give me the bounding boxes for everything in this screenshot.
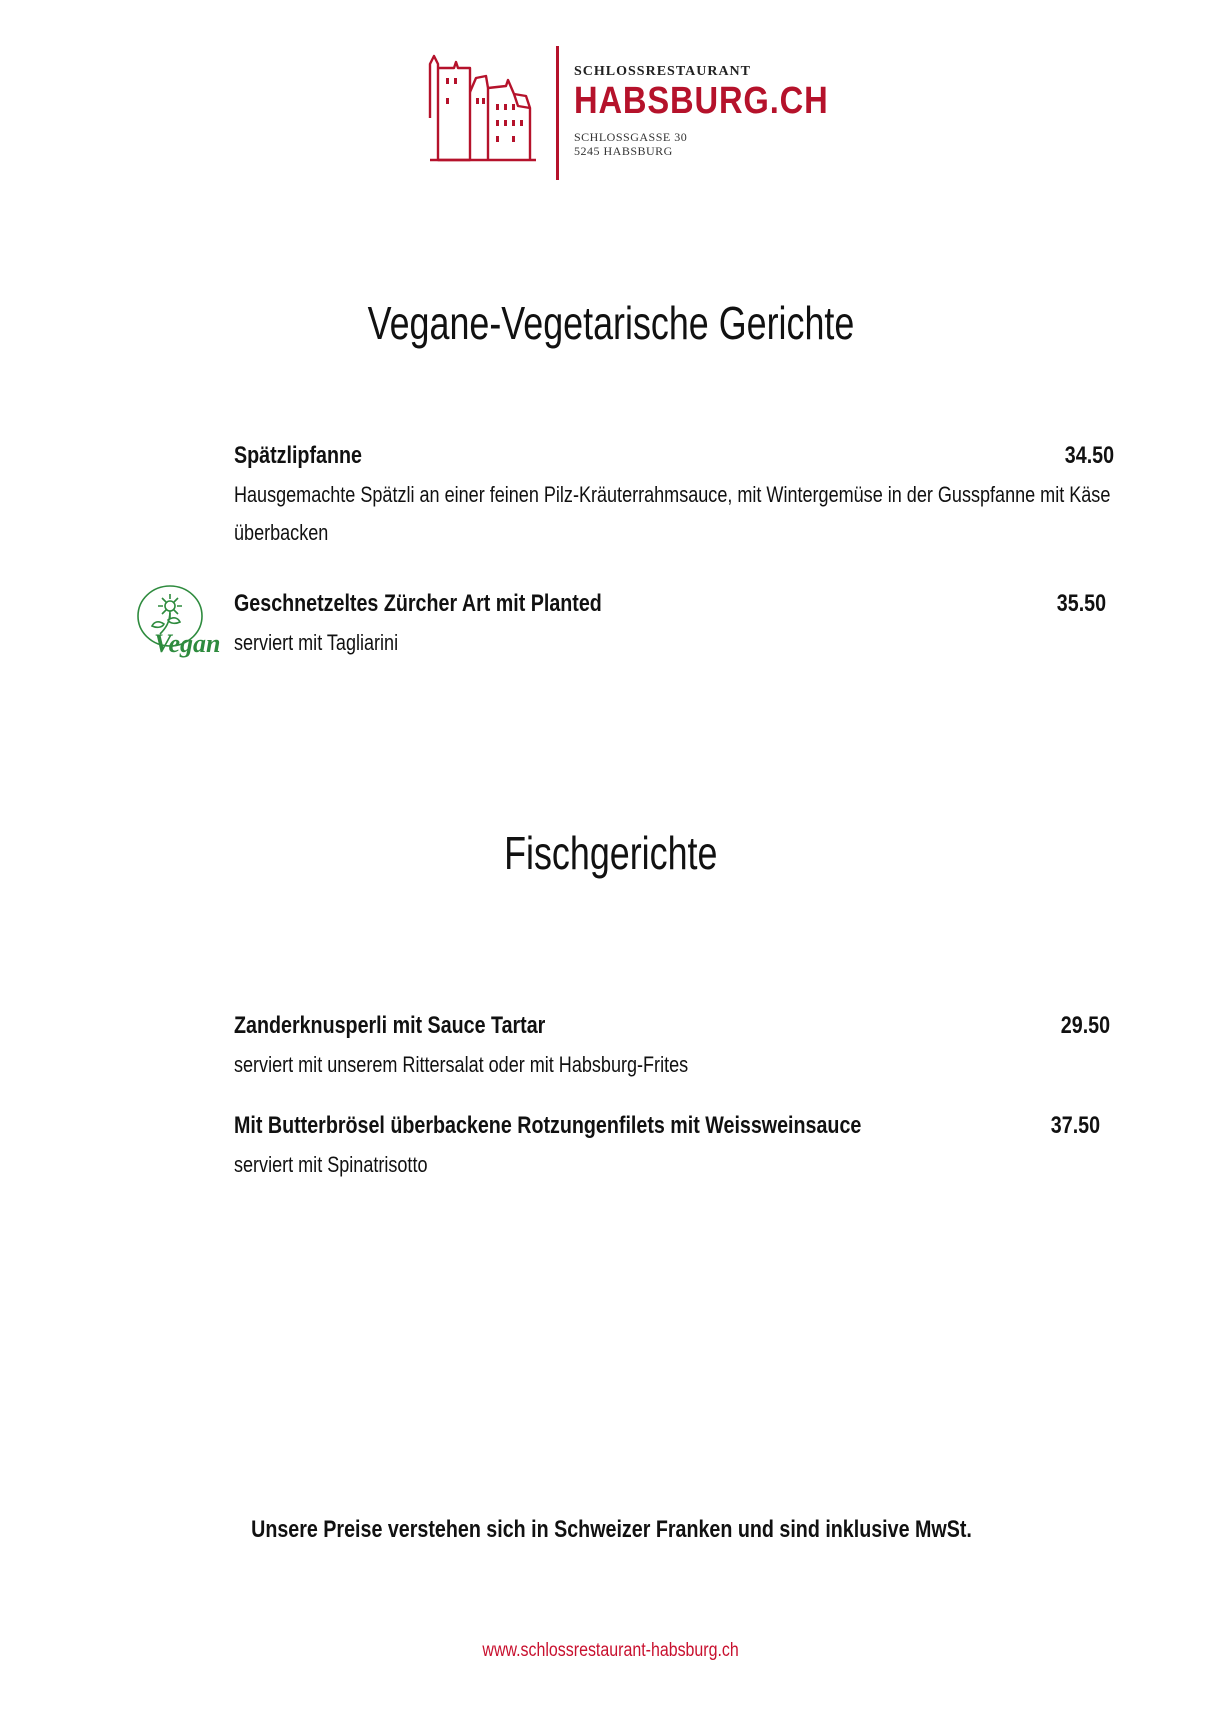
vegan-flower-icon — [136, 584, 228, 660]
menu-item-header — [234, 590, 1114, 624]
menu-item-header — [234, 442, 1114, 476]
website-link-text[interactable]: www.schlossrestaurant-habsburg.ch — [482, 1640, 740, 1661]
logo-subtitle: SCHLOSSRESTAURANT — [574, 64, 752, 79]
menu-item-description: serviert mit Spinatrisotto — [234, 1152, 428, 1177]
menu-item-description: Hausgemachte Spätzli an einer feinen Pilz-Kräuterrahmsauce, mit Wintergemüse in der Gusspfanne mit Käse überbacken — [234, 482, 1111, 545]
menu-item-description: serviert mit Tagliarini — [234, 630, 399, 655]
menu-item — [234, 590, 1114, 662]
menu-item-name: Mit Butterbrösel überbackene Rotzungenfilets mit Weissweinsauce — [234, 1112, 862, 1139]
logo-text — [574, 64, 870, 158]
section-title-fish — [0, 826, 1222, 880]
menu-item-name: Spätzlipfanne — [234, 442, 362, 469]
price-note — [0, 1516, 1222, 1544]
menu-item — [234, 1012, 1114, 1084]
menu-item-header — [234, 1112, 1114, 1146]
address-city: 5245 HABSBURG — [574, 144, 673, 158]
section-title-vegetarian — [0, 296, 1222, 350]
menu-item-price: 29.50 — [1060, 1012, 1110, 1039]
menu-item — [234, 442, 1114, 552]
restaurant-logo — [426, 44, 846, 184]
menu-item-header — [234, 1012, 1114, 1046]
section-title-text: Vegane-Vegetarische Gerichte — [367, 297, 855, 349]
section-title-text: Fischgerichte — [504, 827, 718, 879]
logo-divider — [556, 46, 559, 180]
castle-icon — [426, 48, 546, 168]
menu-item-price: 34.50 — [1064, 442, 1114, 469]
menu-item-name: Geschnetzeltes Zürcher Art mit Planted — [234, 590, 602, 617]
vegan-label: Vegan — [154, 629, 221, 658]
logo-address — [574, 130, 870, 158]
menu-item-name: Zanderknusperli mit Sauce Tartar — [234, 1012, 546, 1039]
logo-brand: HABSBURG.CH — [574, 80, 829, 122]
menu-item-price: 35.50 — [1056, 590, 1106, 617]
menu-item-description: serviert mit unserem Rittersalat oder mit Habsburg-Frites — [234, 1052, 689, 1077]
website-link[interactable] — [0, 1640, 1222, 1662]
menu-item-price: 37.50 — [1050, 1112, 1100, 1139]
address-street: SCHLOSSGASSE 30 — [574, 130, 688, 144]
menu-item — [234, 1112, 1114, 1184]
price-note-text: Unsere Preise verstehen sich in Schweizer Franken und sind inklusive MwSt. — [250, 1516, 972, 1543]
